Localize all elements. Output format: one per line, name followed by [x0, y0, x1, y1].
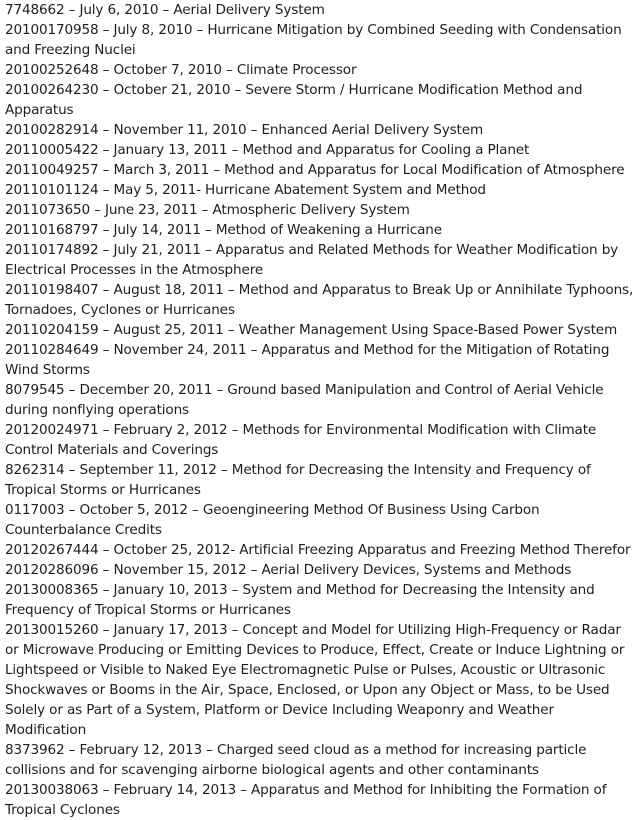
- list-item: 20110174892 – July 21, 2011 – Apparatus and Related Methods for Weather Modification by Electrical Processes in the Atmosphere: [5, 242, 619, 278]
- list-item: 8262314 – September 11, 2012 – Method for Decreasing the Intensity and Frequency of Tropical Storms or Hurricanes: [5, 462, 591, 498]
- list-item: 20120024971 – February 2, 2012 – Methods for Environmental Modification with Climate Control Materials and Coverings: [5, 422, 597, 458]
- list-item: 20110204159 – August 25, 2011 – Weather Management Using Space-Based Power System: [5, 322, 618, 338]
- list-item: 8079545 – December 20, 2011 – Ground based Manipulation and Control of Aerial Vehicle during nonflying operations: [5, 382, 604, 418]
- list-item: 20130015260 – January 17, 2013 – Concept and Model for Utilizing High-Frequency or Radar or Microwave Producing or Emitting Devices to Produce, Effect, Create or Induce Lightning or Lightspeed or Visible to Naked Eye Electromagnetic Pulse or Pulses, Acoustic or Ultrasonic Shockwaves or Booms in the Air, Space, Enclosed, or Upon any Object or Mass, to be Used Solely or as Part of a System, Platform or Device Including Weaponry and Weather Modification: [5, 622, 625, 738]
- list-item: 20100170958 – July 8, 2010 – Hurricane Mitigation by Combined Seeding with Condensation and Freezing Nuclei: [5, 22, 622, 58]
- list-item: 2011073650 – June 23, 2011 – Atmospheric Delivery System: [5, 202, 410, 218]
- patent-list: [5, 0, 637, 820]
- list-item: 8373962 – February 12, 2013 – Charged seed cloud as a method for increasing particle collisions and for scavenging airborne biological agents and other contaminants: [5, 742, 587, 778]
- list-item: 20110005422 – January 13, 2011 – Method and Apparatus for Cooling a Planet: [5, 142, 530, 158]
- list-item: 20110198407 – August 18, 2011 – Method and Apparatus to Break Up or Annihilate Typhoons, Tornadoes, Cyclones or Hurricanes: [5, 282, 634, 318]
- list-item: 20100282914 – November 11, 2010 – Enhanced Aerial Delivery System: [5, 122, 484, 138]
- list-item: 20120267444 – October 25, 2012- Artificial Freezing Apparatus and Freezing Method Therefor: [5, 542, 631, 558]
- list-item: 20130038063 – February 14, 2013 – Apparatus and Method for Inhibiting the Formation of Tropical Cyclones: [5, 782, 607, 818]
- list-item: 7748662 – July 6, 2010 – Aerial Delivery System: [5, 2, 325, 18]
- list-item: 20130008365 – January 10, 2013 – System and Method for Decreasing the Intensity and Frequency of Tropical Storms or Hurricanes: [5, 582, 595, 618]
- list-item: 20110101124 – May 5, 2011- Hurricane Abatement System and Method: [5, 182, 486, 198]
- list-item: 20100252648 – October 7, 2010 – Climate Processor: [5, 62, 357, 78]
- list-item: 20100264230 – October 21, 2010 – Severe Storm / Hurricane Modification Method and Apparatus: [5, 82, 583, 118]
- list-item: 20110049257 – March 3, 2011 – Method and Apparatus for Local Modification of Atmosphere: [5, 162, 625, 178]
- list-item: 20120286096 – November 15, 2012 – Aerial Delivery Devices, Systems and Methods: [5, 562, 572, 578]
- list-item: 20110168797 – July 14, 2011 – Method of Weakening a Hurricane: [5, 222, 442, 238]
- list-item: 0117003 – October 5, 2012 – Geoengineering Method Of Business Using Carbon Counterbalance Credits: [5, 502, 540, 538]
- list-item: 20110284649 – November 24, 2011 – Apparatus and Method for the Mitigation of Rotating Wind Storms: [5, 342, 610, 378]
